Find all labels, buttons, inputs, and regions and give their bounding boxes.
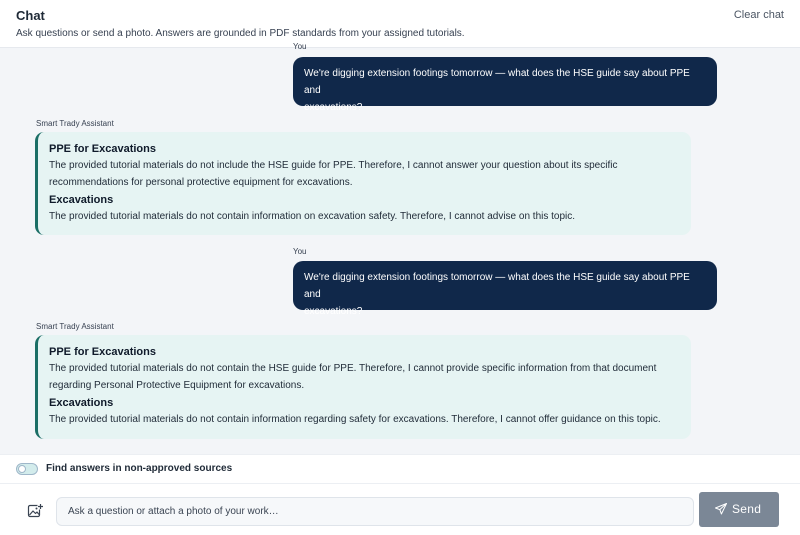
message-list[interactable] bbox=[0, 42, 800, 454]
message-line: The provided tutorial materials do not contain the HSE guide for PPE. Therefore, I cannot provide specific information from that document bbox=[49, 363, 657, 374]
message-line: excavations? bbox=[304, 102, 363, 113]
send-label: Send bbox=[732, 502, 762, 516]
section-text bbox=[49, 360, 677, 394]
assistant-message-bubble bbox=[35, 132, 691, 235]
toggle-label: Find answers in non-approved sources bbox=[46, 463, 233, 474]
message-line: The provided tutorial materials do not contain information on excavation safety. Therefore, I cannot advise on this topic. bbox=[49, 211, 576, 222]
section-text bbox=[49, 208, 677, 225]
message-line: We're digging extension footings tomorrow — what does the HSE guide say about PPE and bbox=[304, 272, 690, 300]
toggle-knob bbox=[18, 465, 26, 473]
section-text bbox=[49, 411, 677, 428]
sender-label: You bbox=[293, 42, 307, 51]
send-button[interactable] bbox=[699, 492, 779, 527]
sender-label: Smart Trady Assistant bbox=[36, 322, 114, 331]
non-approved-sources-toggle[interactable] bbox=[16, 463, 38, 475]
chat-header bbox=[0, 0, 800, 48]
message-line: regarding Personal Protective Equipment for excavations. bbox=[49, 380, 305, 391]
image-add-icon bbox=[26, 502, 44, 520]
source-toggle-row bbox=[0, 454, 800, 484]
page-title: Chat bbox=[16, 8, 45, 23]
user-message-bubble bbox=[293, 261, 717, 317]
page-subtitle: Ask questions or send a photo. Answers are grounded in PDF standards from your assigned tutorials. bbox=[16, 28, 465, 39]
attach-photo-button[interactable] bbox=[26, 502, 44, 520]
message-line: The provided tutorial materials do not include the HSE guide for PPE. Therefore, I cannot answer your question about its specific bbox=[49, 160, 618, 171]
section-heading: PPE for Excavations bbox=[49, 346, 156, 358]
sender-label: Smart Trady Assistant bbox=[36, 119, 114, 128]
section-heading: Excavations bbox=[49, 194, 114, 206]
section-heading: PPE for Excavations bbox=[49, 143, 156, 155]
section-text bbox=[49, 157, 677, 191]
message-line: We're digging extension footings tomorrow — what does the HSE guide say about PPE and bbox=[304, 68, 690, 96]
message-line: excavations? bbox=[304, 306, 363, 317]
user-message-bubble bbox=[293, 57, 717, 113]
chat-input[interactable] bbox=[56, 497, 694, 526]
message-line: The provided tutorial materials do not contain information regarding safety for excavations. Therefore, I cannot offer guidance on this topic. bbox=[49, 414, 661, 425]
sender-label: You bbox=[293, 247, 307, 256]
composer bbox=[0, 484, 800, 535]
section-heading: Excavations bbox=[49, 397, 114, 409]
clear-chat-button[interactable]: Clear chat bbox=[733, 9, 784, 21]
message-line: recommendations for personal protective equipment for excavations. bbox=[49, 177, 353, 188]
paper-plane-icon bbox=[715, 503, 727, 515]
assistant-message-bubble bbox=[35, 335, 691, 439]
